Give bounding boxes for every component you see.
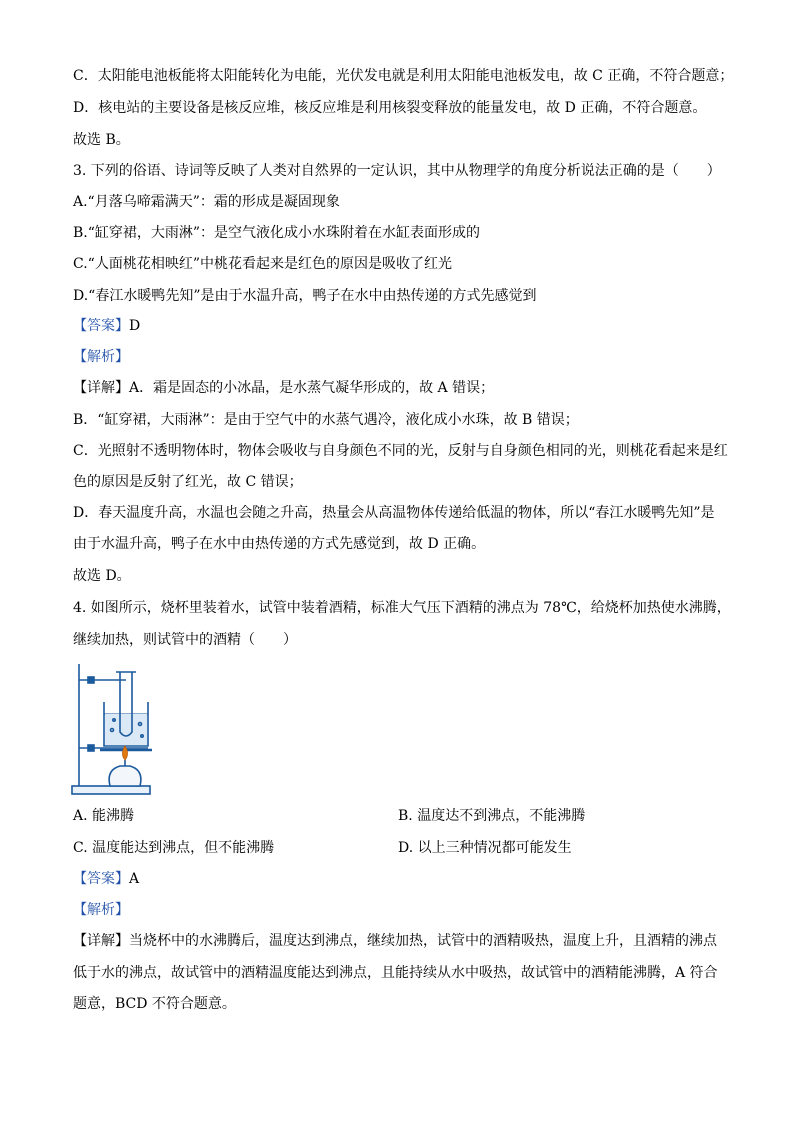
q3-detail-2: B．“缸穿裙，大雨淋”：是由于空气中的水蒸气遇冷，液化成小水珠，故 B 错误；	[73, 412, 579, 428]
q3-detail-3: C．光照射不透明物体时，物体会吸收与自身颜色不同的光，反射与自身颜色相同的光，则桃花看起来是红	[73, 443, 728, 459]
q3-detail-1	[73, 378, 494, 398]
line-d-nuclear: D．核电站的主要设备是核反应堆，核反应堆是利用核裂变释放的能量发电，故 D 正确，不符合题意。	[73, 100, 707, 116]
q4-detail-2: 低于水的沸点，故试管中的酒精温度能达到沸点，且能持续从水中吸热，故试管中的酒精能沸腾，A 符合	[73, 965, 718, 981]
q3-option-a: A.“月落乌啼霜满天”：霜的形成是凝固现象	[73, 194, 340, 210]
q4-option-b: B. 温度达不到沸点，不能沸腾	[398, 808, 586, 824]
line-choose-b: 故选 B。	[73, 132, 130, 148]
q4-option-a: A. 能沸腾	[73, 808, 135, 824]
q4-option-d: D. 以上三种情况都可能发生	[398, 840, 572, 856]
answer-tag: 【答案】	[73, 871, 129, 887]
q4-detail-1	[73, 931, 717, 951]
detail-text: A．霜是固态的小冰晶，是水蒸气凝华形成的，故 A 错误；	[129, 380, 495, 396]
q3-answer	[73, 316, 140, 336]
q4-detail-3: 题意，BCD 不符合题意。	[73, 996, 236, 1012]
q3-conclusion: 故选 D。	[73, 568, 131, 584]
q4-stem-2: 继续加热，则试管中的酒精（ ）	[73, 632, 297, 648]
q4-answer	[73, 869, 139, 889]
q3-detail-4: 色的原因是反射了红光，故 C 错误；	[73, 474, 303, 490]
q3-option-b: B.“缸穿裙，大雨淋”：是空气液化成小水珠附着在水缸表面形成的	[73, 225, 481, 241]
q3-option-d: D.“春江水暖鸭先知”是由于水温升高，鸭子在水中由热传递的方式先感觉到	[73, 288, 537, 304]
answer-tag: 【答案】	[73, 318, 129, 334]
q4-option-c: C. 温度能达到沸点，但不能沸腾	[73, 840, 275, 856]
heating-apparatus-icon	[70, 656, 155, 796]
q3-stem: 3. 下列的俗语、诗词等反映了人类对自然界的一定认识，其中从物理学的角度分析说法正确的是（ ）	[73, 163, 721, 179]
q4-analysis-tag: 【解析】	[73, 902, 129, 918]
answer-value: D	[129, 318, 141, 334]
q4-stem-1: 4. 如图所示，烧杯里装着水，试管中装着酒精，标准大气压下酒精的沸点为 78℃，给烧杯加热使水沸腾，	[73, 600, 731, 616]
detail-tag: 【详解】	[73, 380, 129, 396]
q3-detail-5: D．春天温度升高，水温也会随之升高，热量会从高温物体传递给低温的物体，所以“春江水暖鸭先知”是	[73, 505, 715, 521]
q3-analysis-tag: 【解析】	[73, 349, 129, 365]
detail-text: 当烧杯中的水沸腾后，温度达到沸点，继续加热，试管中的酒精吸热，温度上升，且酒精的沸点	[129, 933, 717, 949]
line-c-solar: C．太阳能电池板能将太阳能转化为电能，光伏发电就是利用太阳能电池板发电，故 C 正确，不符合题意；	[73, 68, 734, 84]
q3-detail-6: 由于水温升高，鸭子在水中由热传递的方式先感觉到，故 D 正确。	[73, 536, 486, 552]
q3-option-c: C.“人面桃花相映红”中桃花看起来是红色的原因是吸收了红光	[73, 256, 452, 272]
answer-value: A	[129, 871, 140, 887]
detail-tag: 【详解】	[73, 933, 129, 949]
